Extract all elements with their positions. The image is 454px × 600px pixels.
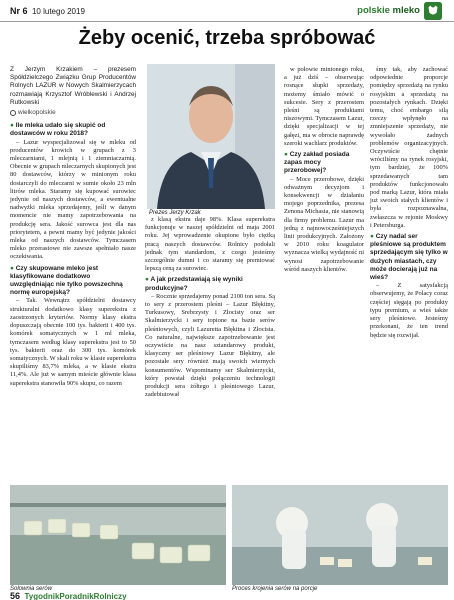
publication-name: TygodnikPoradnikRolniczy	[24, 592, 127, 600]
interview-answer: – Lazur wyspecjalizował się w mleku od producentów krowich w grupach z 3 mleczarniami, 1 mlejnią i 1 ziemniaczarnią. Obecnie w grupach mleczarnych skupionych jest 80 dostawców, którzy w minionym roku dostarczyli do mleczarni w sumie około 23 mln litrów mleka. Staramy się kupować surowiec jedynie od naszych dostawców, a ewentualne nadwyżki mleka sprzedajemy, jeśli w danym momencie nie mamy zapotrzebowania na produkcję sera. Jakość surowca jest dla nas priorytetem, a pewni mamy być jedynie jakości mleka od naszych dostawców. Tymczasem mleko przerastowe nie zawsze spełniało nasze oczekiwania.	[10, 138, 136, 261]
question-bullet-icon: ●	[10, 122, 16, 130]
interview-answer: w połowie minionego roku, a już dziś – obserwując rosnące słupki sprzedaży, możemy śmiało mówić o sukcesie. Sery z przerostem pleśni są produktami niszowymi. Tymczasem Lazur, dzięki specjalizacji w tej gałęzi, ma w obrocie naprawdę szeroki wachlarz produktów.	[284, 66, 364, 147]
cheese-cutting-photo	[232, 485, 448, 585]
location-tag	[10, 109, 136, 117]
caption-salting: Solownia serów	[10, 586, 53, 592]
article-title: Żeby ocenić, trzeba spróbować	[78, 27, 376, 49]
brand-word-1: polskie	[357, 5, 390, 16]
interview-question	[10, 122, 136, 138]
question-text: A jak przedstawiają się wyniki produkcyjne?	[145, 276, 243, 292]
cow-logo-icon	[424, 2, 442, 20]
column-2	[145, 216, 275, 399]
interview-question	[145, 276, 275, 292]
interview-answer: – Rocznie sprzedajemy ponad 2100 ton sera. Są to sery z przerostem pleśni – Lazur Błękitny, Turkusowy, Srebrzysty i Złocisty oraz ser Skalmierzycki i sery topione na bazie serów pleśniowych, czyli Lazuretta Błękitna i Złocista. Co naturalne, największe zapotrzebowanie jest oczywiście na nasz sztandarowy produkt, klasyczny ser pleśniowy Lazur Błękitny, ale pozostałe sery również mają swoich wiernych konsumentów. Wspominamy ser Skalmierzycki, który powstał dzięki połączeniu technologii produkcji sera żółtego i pleśniowego Lazur, zadebiutował	[145, 292, 275, 399]
question-bullet-icon: ●	[370, 233, 376, 241]
interview-answer: z klasą ekstra daje 98%. Klasa superekstra funkcjonuje w naszej spółdzielni od maja 2001 roku. Jej wprowadzenie okupione było ciężką pracą naszych dostawców. Rolnicy podołali jednak tym standardom, z czego jesteśmy szczególnie dumni i co staramy się premiować lepszą ceną za surowiec.	[145, 216, 275, 273]
question-text: Czy skupowane mleko jest klasyfikowane dodatkowo uwzględniając nie tylko powszechną normę europejską?	[10, 264, 123, 297]
salting-illustration	[10, 485, 226, 585]
interview-question	[284, 151, 364, 176]
column-3	[284, 66, 364, 274]
page-number: 56	[10, 591, 21, 600]
header-rule	[0, 21, 454, 22]
interview-question	[370, 233, 448, 282]
location-label: wielkopolskie	[18, 109, 56, 117]
page-header	[0, 0, 454, 22]
interview-answer: – Z satysfakcją obserwujemy, że Polacy coraz częściej sięgają po produkty typu premium, a wieś także sery pleśniowe. Jesteśmy przekonani, że ten trend będzie się rozwijał.	[370, 282, 448, 339]
portrait-illustration	[147, 64, 275, 209]
column-2-body	[145, 216, 275, 399]
portrait-photo	[147, 64, 275, 209]
brand-word-2: mleko	[392, 5, 420, 16]
column-1	[10, 66, 136, 388]
issue-number: Nr 6	[10, 6, 28, 16]
author-intro: Z Jerzym Krzakiem – prezesem Spółdzielczego Związku Grup Producentów Rolnych LAZUR w Nowych Skalmierzycach rozmawiają Krzysztof Wróblewski i Andrzej Rutkowski	[10, 66, 136, 106]
interview-answer: – Moce przerobowe, dzięki odważnym decyzjom i konsekwencji w działaniu mojego poprzednika, prezesa Zenona Michasia, nie stanowią dla firmy problemu. Lazur ma jedną z najnowocześniejszych linii produkcyjnych. Założony w 2010 roku koagulator wyznacza wielką wydajność ni wynosi zapotrzebowanie wśród naszych klientów.	[284, 175, 364, 273]
column-4-body	[370, 66, 448, 340]
question-bullet-icon: ●	[284, 151, 290, 159]
column-4	[370, 66, 448, 340]
column-3-body	[284, 66, 364, 274]
issue-date: 10 lutego 2019	[31, 7, 85, 16]
column-1-body	[10, 122, 136, 388]
interview-answer: śmy tak, aby zachować odpowiednie proporcje pomiędzy sprzedażą na rynku rosyjskim a sprzedażą na pozostałych rynkach. Dzięki temu, choć embargo silą rzeczy wpłynęło na zmniejszenie sprzedaży, nie wywołało żadnych problemów organizacyjnych. Oczywiście chętnie wróciliśmy na rynek rosyjski, tym bardziej, że 100% sprzedawanych tam produktów funkcjonowało pod marką Lazur, która miała już swoich stałych klientów i była rozpoznawalna, zwłaszcza w rejonie Moskwy i Petersburga.	[370, 66, 448, 229]
portrait-caption: Prezes Jerzy Krzak	[149, 210, 201, 216]
interview-question	[10, 265, 136, 298]
location-pin-icon	[10, 110, 16, 116]
page-footer	[10, 591, 127, 600]
question-bullet-icon: ●	[10, 264, 16, 272]
question-text: Czy zakład posiada zapas mocy przerobowej?	[284, 151, 350, 175]
caption-cutting: Proces krojenia serów na porcje	[232, 586, 318, 592]
question-bullet-icon: ●	[145, 276, 151, 284]
question-text: Czy nadal ser pleśniowe są produktem sprzedającym się tylko w dużych miastach, czy może docierają już na wieś?	[370, 233, 448, 282]
section-brand	[357, 5, 420, 16]
cheese-salting-photo	[10, 485, 226, 585]
question-text: Ile mleka udało się skupić od dostawców w roku 2018?	[10, 122, 106, 138]
interview-answer: – Tak. Wewnątrz spółdzielni dostawcy strukturalni dodatkowo klasy superekstra z zaostrzonych kryteriów. Normy klasy ekstra dopuszczają obecnie 100 tys. bakterii i 400 tys. komórek somatycznych w 1 ml mleka, tymczasem według klasy superekstra jest to 50 tys. bakterii oraz do 300 tys. komórek somatycznych. W skali roku w klasie superekstra skupiliśmy 83,7% mleka, a w klasie ekstra 11,4%. Ale już w samym mieście głównie klasa superekstra stanowiła 90% skupu, co razem	[10, 297, 136, 387]
issue-info	[10, 6, 85, 16]
cutting-illustration	[232, 485, 448, 585]
